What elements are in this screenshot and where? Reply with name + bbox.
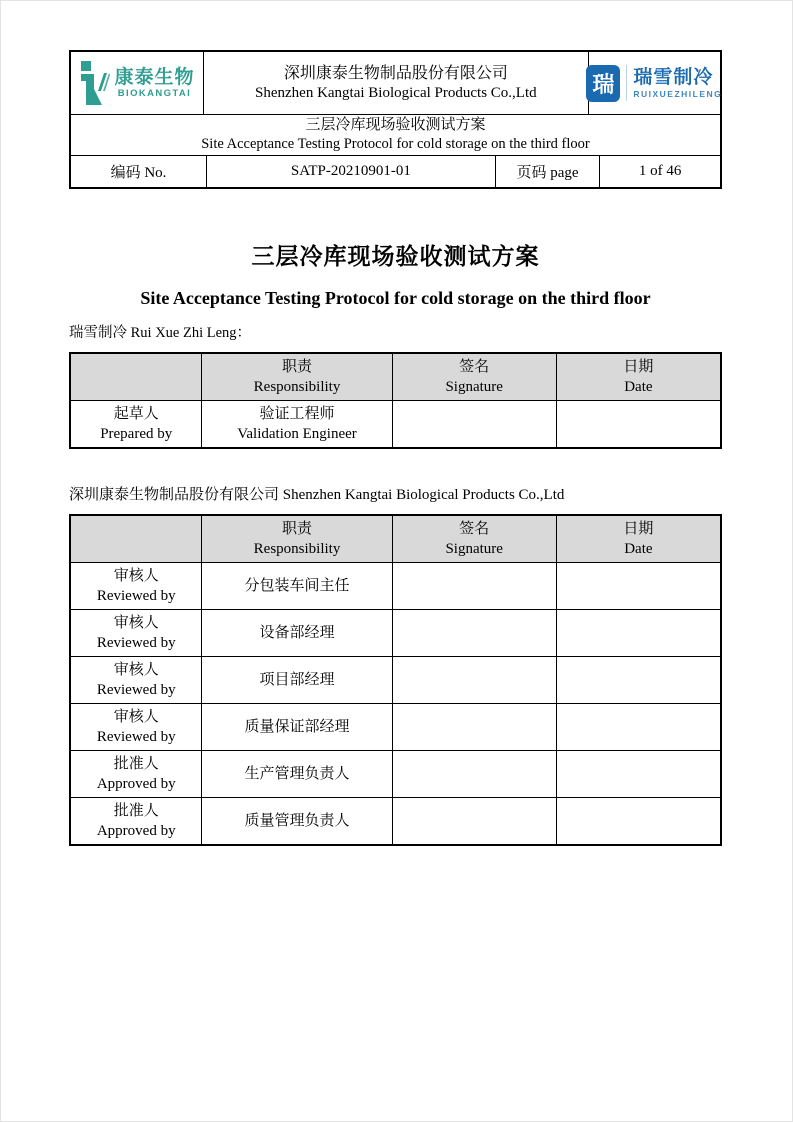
document-header-table — [69, 50, 722, 189]
biokangtai-logo-en: BIOKANGTAI — [117, 87, 192, 99]
date-cell — [556, 751, 720, 797]
page-title-cn: 三层冷库现场验收测试方案 — [251, 244, 540, 269]
doc-page-value: 1 of 46 — [599, 156, 720, 187]
role-cell — [71, 704, 201, 750]
responsibility-cell — [201, 798, 391, 844]
ruixue-logo-text — [633, 67, 722, 100]
role-cell — [71, 657, 201, 703]
date-cell — [556, 798, 720, 844]
ruixue-logo — [586, 65, 722, 102]
header-cell-responsibility — [201, 516, 391, 562]
responsibility-cell — [201, 751, 391, 797]
role-en: Reviewed by — [96, 682, 176, 698]
kangtai-section-heading — [69, 485, 722, 505]
role-cn: 批准人 — [113, 803, 159, 819]
responsibility-cell — [201, 657, 391, 703]
col-responsibility-en: Responsibility — [253, 379, 341, 395]
role-cn: 审核人 — [113, 568, 159, 584]
table-row — [71, 656, 720, 703]
role-cn: 批准人 — [113, 756, 159, 772]
biokangtai-logo-cn: 康泰生物 — [114, 66, 195, 88]
date-cell — [556, 563, 720, 609]
page-content — [1, 1, 792, 846]
date-cell — [556, 657, 720, 703]
responsibility-cn: 质量保证部经理 — [244, 719, 350, 735]
company-name-en: Shenzhen Kangtai Biological Products Co.,Ltd — [255, 85, 537, 101]
ruixue-logo-en: RUIXUEZHILENG — [633, 88, 723, 99]
header-cell-ruixue-logo — [588, 52, 723, 114]
biokangtai-logo-icon — [80, 61, 110, 105]
table-row — [71, 703, 720, 750]
kangtai-section-heading-en: Shenzhen Kangtai Biological Products Co.,Ltd — [282, 487, 565, 503]
table-row — [71, 750, 720, 797]
responsibility-cn: 项目部经理 — [259, 672, 335, 688]
header-doc-title-en: Site Acceptance Testing Protocol for cold storage on the third floor — [201, 136, 590, 152]
table-header-row — [71, 354, 720, 400]
col-signature-en: Signature — [445, 379, 503, 395]
role-en: Reviewed by — [96, 588, 176, 604]
header-cell-blank — [71, 516, 201, 562]
signature-cell — [392, 704, 556, 750]
signature-cell — [392, 657, 556, 703]
role-cn: 审核人 — [113, 709, 159, 725]
role-en: Reviewed by — [96, 635, 176, 651]
responsibility-en: Validation Engineer — [237, 426, 357, 442]
responsibility-cell — [201, 401, 391, 447]
biokangtai-logo-text — [115, 67, 195, 100]
col-date-en: Date — [624, 541, 653, 557]
role-cell — [71, 563, 201, 609]
role-cell — [71, 798, 201, 844]
header-cell-responsibility — [201, 354, 391, 400]
header-cell-signature — [392, 516, 556, 562]
ruixue-section-heading: 瑞雪制冷 Rui Xue Zhi Leng： — [69, 325, 252, 341]
biokangtai-logo — [80, 61, 195, 105]
date-cell — [556, 704, 720, 750]
responsibility-cn: 分包装车间主任 — [244, 578, 350, 594]
ruixue-logo-cn: 瑞雪制冷 — [633, 66, 714, 88]
doc-code-label: 编码 No. — [110, 165, 167, 181]
responsibility-cell — [201, 610, 391, 656]
role-en: Approved by — [96, 823, 176, 839]
header-cell-date — [556, 354, 720, 400]
responsibility-cell — [201, 563, 391, 609]
header-cell-signature — [392, 354, 556, 400]
signature-cell — [392, 751, 556, 797]
col-date-cn: 日期 — [623, 359, 654, 375]
col-responsibility-cn: 职责 — [282, 359, 313, 375]
role-cn: 审核人 — [113, 662, 159, 678]
signature-cell — [392, 798, 556, 844]
header-row-code-page — [71, 155, 720, 187]
kangtai-signature-table — [69, 514, 722, 846]
table-row — [71, 797, 720, 844]
role-cell — [71, 610, 201, 656]
responsibility-cell — [201, 704, 391, 750]
signature-cell — [392, 401, 556, 447]
date-cell — [556, 610, 720, 656]
ruixue-signature-table — [69, 352, 722, 449]
col-date-en: Date — [624, 379, 653, 395]
page-title-en: Site Acceptance Testing Protocol for cold storage on the third floor — [140, 288, 651, 308]
table-header-row — [71, 516, 720, 562]
table-row — [71, 609, 720, 656]
col-responsibility-en: Responsibility — [253, 541, 341, 557]
role-cell — [71, 401, 201, 447]
header-cell-blank — [71, 354, 201, 400]
doc-code-value: SATP-20210901-01 — [206, 156, 495, 187]
doc-page-label: 页码 page — [495, 156, 599, 187]
ruixue-logo-divider — [626, 65, 627, 101]
role-cn: 审核人 — [113, 615, 159, 631]
header-row-logos — [71, 52, 723, 114]
role-en: Approved by — [96, 776, 176, 792]
responsibility-cn: 生产管理负责人 — [244, 766, 350, 782]
col-signature-cn: 签名 — [459, 359, 490, 375]
header-row-doc-title — [71, 114, 720, 155]
header-doc-title-cn: 三层冷库现场验收测试方案 — [305, 117, 486, 133]
company-name-cn: 深圳康泰生物制品股份有限公司 — [283, 65, 508, 82]
col-signature-cn: 签名 — [459, 521, 490, 537]
role-cn: 起草人 — [113, 406, 159, 422]
header-cell-date — [556, 516, 720, 562]
responsibility-cn: 质量管理负责人 — [244, 813, 350, 829]
col-signature-en: Signature — [445, 541, 503, 557]
responsibility-cn: 设备部经理 — [259, 625, 335, 641]
header-cell-kangtai-logo — [71, 52, 204, 114]
date-cell — [556, 401, 720, 447]
signature-cell — [392, 610, 556, 656]
responsibility-cn: 验证工程师 — [259, 406, 335, 422]
role-en: Reviewed by — [96, 729, 176, 745]
header-cell-company — [204, 52, 588, 114]
ruixue-logo-icon: 瑞 — [586, 65, 620, 102]
kangtai-section-heading-cn: 深圳康泰生物制品股份有限公司 — [69, 487, 280, 503]
signature-cell — [392, 563, 556, 609]
table-row — [71, 562, 720, 609]
col-responsibility-cn: 职责 — [282, 521, 313, 537]
role-cell — [71, 751, 201, 797]
col-date-cn: 日期 — [623, 521, 654, 537]
role-en: Prepared by — [100, 426, 173, 442]
table-row — [71, 400, 720, 447]
